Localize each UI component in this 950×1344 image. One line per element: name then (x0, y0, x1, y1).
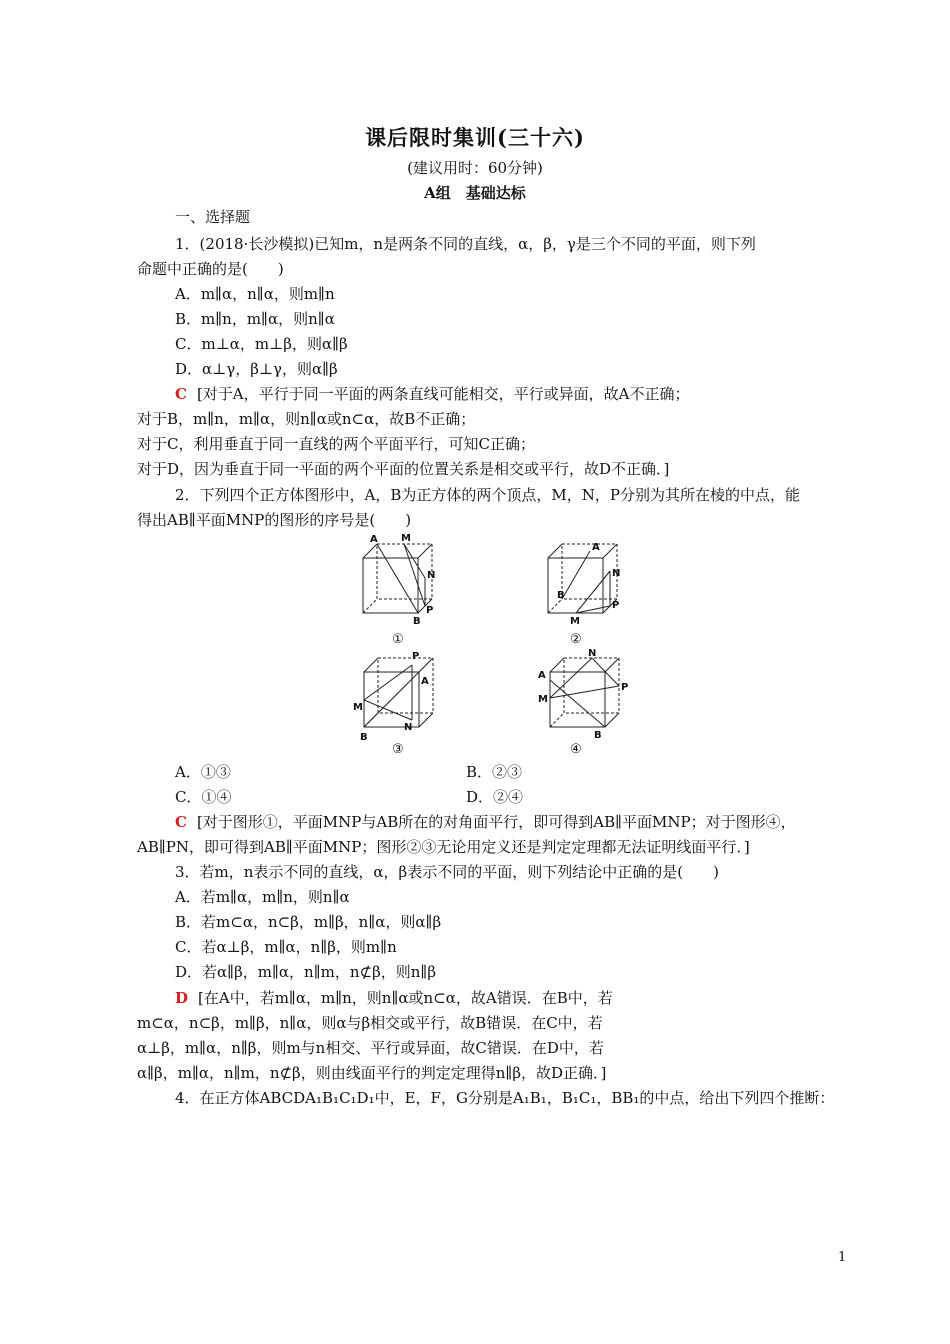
q1-explanation-line4: 对于D，因为垂直于同一平面的两个平面的位置关系是相交或平行，故D不正确．] (137, 460, 670, 478)
fig1-label-p: P (426, 605, 434, 616)
q3-explanation-line2: m⊂α，n⊂β，m∥β，n∥α，则α与β相交或平行，故B错误．在C中，若 (137, 1014, 603, 1032)
fig1-label-b: B (413, 616, 421, 627)
q1-option-a: A．m∥α，n∥α，则m∥n (175, 285, 335, 303)
q3-explanation-line1: D [在A中，若m∥α，m∥n，则n∥α或n⊂α，故A错误．在B中，若 (175, 989, 613, 1007)
q1-explanation-line2: 对于B，m∥n，m∥α，则n∥α或n⊂α，故B不正确； (137, 410, 476, 428)
fig4-label-n: N (588, 648, 597, 659)
q2-option-d: D．②④ (466, 788, 524, 806)
cube-figure-2 (540, 530, 635, 654)
fig2-label-a: A (592, 542, 600, 553)
q1-option-b: B．m∥n，m∥α，则n∥α (175, 310, 335, 328)
q3-stem-line1: 3．若m，n表示不同的直线，α，β表示不同的平面，则下列结论中正确的是( ) (175, 863, 719, 881)
q3-explanation-line3: α⊥β，m∥α，n∥β，则m与n相交、平行或异面，故C错误．在D中，若 (137, 1039, 604, 1057)
fig4-label-p: P (621, 682, 629, 693)
q2-option-c: C．①④ (175, 788, 232, 806)
fig3-label-n: N (404, 722, 413, 733)
q2-explanation-line1: C [对于图形①，平面MNP与AB所在的对角面平行，即可得到AB∥平面MNP；对于图形④， (175, 813, 796, 831)
fig2-label-n: N (612, 568, 621, 579)
fig3-label-m: M (353, 702, 363, 713)
q2-stem-line1: 2．下列四个正方体图形中，A，B为正方体的两个顶点，M，N，P分别为其所在棱的中点，能 (175, 486, 800, 504)
q2-option-a: A．①③ (175, 763, 231, 781)
q3-option-a: A．若m∥α，m∥n，则n∥α (175, 888, 350, 906)
group-heading: A组 基础达标 (424, 184, 526, 202)
page-title: 课后限时集训(三十六) (365, 125, 585, 150)
fig4-caption: ④ (570, 742, 582, 757)
q3-option-c: C．若α⊥β，m∥α，n∥β，则m∥n (175, 938, 397, 956)
q2-answer: C (175, 813, 187, 831)
fig1-label-n: N (427, 570, 436, 581)
section-heading: 一、选择题 (175, 208, 251, 226)
fig2-label-m: M (570, 616, 580, 627)
fig1-caption: ① (392, 632, 404, 647)
q3-answer: D (175, 989, 189, 1007)
page-number: 1 (838, 1250, 847, 1265)
cube-figure-1 (355, 530, 450, 654)
fig1-label-m: M (401, 533, 411, 544)
q2-explanation-line2: AB∥PN，即可得到AB∥平面MNP；图形②③无论用定义还是判定定理都无法证明线面平行．] (137, 838, 750, 856)
fig2-label-b: B (557, 590, 565, 601)
q1-stem-line1: 1．(2018·长沙模拟)已知m，n是两条不同的直线，α，β，γ是三个不同的平面，则下列 (175, 235, 756, 253)
q1-explanation-line1: C [对于A，平行于同一平面的两条直线可能相交，平行或异面，故A不正确； (175, 385, 690, 403)
cube-figure-4 (538, 650, 633, 764)
q3-explanation-line4: α∥β，m∥α，n∥m，n⊄β，则由线面平行的判定定理得n∥β，故D正确．] (137, 1064, 607, 1082)
fig1-label-a: A (370, 534, 378, 545)
fig4-label-m: M (538, 694, 548, 705)
q1-stem-line2: 命题中正确的是( ) (137, 260, 284, 278)
q2-stem-line2: 得出AB∥平面MNP的图形的序号是( ) (137, 511, 412, 529)
suggested-time: (建议用时：60分钟) (407, 159, 543, 177)
fig2-caption: ② (570, 632, 582, 647)
fig2-label-p: P (612, 600, 620, 611)
q1-answer: C (175, 385, 187, 403)
fig3-label-b: B (360, 732, 368, 743)
q3-option-b: B．若m⊂α，n⊂β，m∥β，n∥α，则α∥β (175, 913, 442, 931)
fig3-label-a: A (421, 676, 429, 687)
q4-stem-line1: 4．在正方体ABCDA₁B₁C₁D₁中，E，F，G分别是A₁B₁，B₁C₁，BB₁的中点，给出下列四个推断： (175, 1089, 835, 1107)
q1-option-d: D．α⊥γ，β⊥γ，则α∥β (175, 360, 338, 378)
fig3-caption: ③ (392, 742, 404, 757)
fig3-label-p: P (412, 651, 420, 662)
q3-option-d: D．若α∥β，m∥α，n∥m，n⊄β，则n∥β (175, 963, 437, 981)
q1-explanation-line3: 对于C，利用垂直于同一直线的两个平面平行，可知C正确； (137, 435, 535, 453)
fig4-label-a: A (538, 670, 546, 681)
fig4-label-b: B (594, 730, 602, 741)
cube-figure-3 (352, 650, 447, 764)
q1-option-c: C．m⊥α，m⊥β，则α∥β (175, 335, 348, 353)
q2-option-b: B．②③ (466, 763, 523, 781)
